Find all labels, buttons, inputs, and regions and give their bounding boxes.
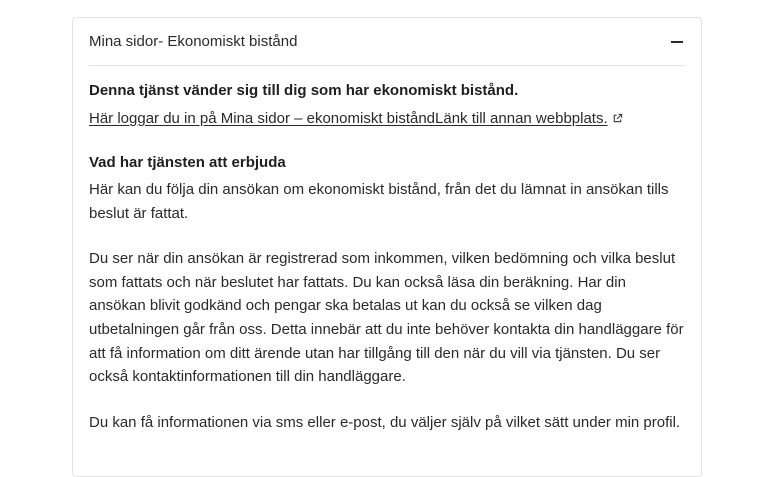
accordion-header[interactable] [89,18,685,66]
section-heading: Vad har tjänsten att erbjuda [89,154,286,171]
login-link[interactable]: Här loggar du in på Mina sidor – ekonomiskt biståndLänk till annan webbplats. [89,110,608,127]
minus-icon[interactable] [665,30,689,54]
paragraph: Du ser när din ansökan är registrerad som inkommen, vilken bedömning och vilka beslut som fattats och när beslutet har fattats. Du kan också läsa din beräkning. Har din ansökan blivit godkänd och pengar ska betalas ut kan du också se vilken dag utbetalningen går från oss. Detta innebär att du inte behöver kontakta din handläggare för att få information om ditt ärende utan har tillgång till den när du vill via tjänsten. Du ser också kontaktinformationen till din handläggare. [89,250,684,386]
accordion-title[interactable]: Mina sidor- Ekonomiskt bistånd [89,33,298,50]
login-link-row [89,109,685,129]
paragraph: Du kan få informationen via sms eller e-post, du väljer själv på vilket sätt under min profil. [89,413,681,431]
intro-text: Denna tjänst vänder sig till dig som har ekonomiskt bistånd. [89,82,519,99]
accordion-body [73,66,701,434]
paragraph: Här kan du följa din ansökan om ekonomiskt bistånd, från det du lämnat in ansökan tills beslut är fattat. [89,181,669,222]
external-link-icon [612,113,623,124]
accordion-mina-sidor [72,17,702,477]
